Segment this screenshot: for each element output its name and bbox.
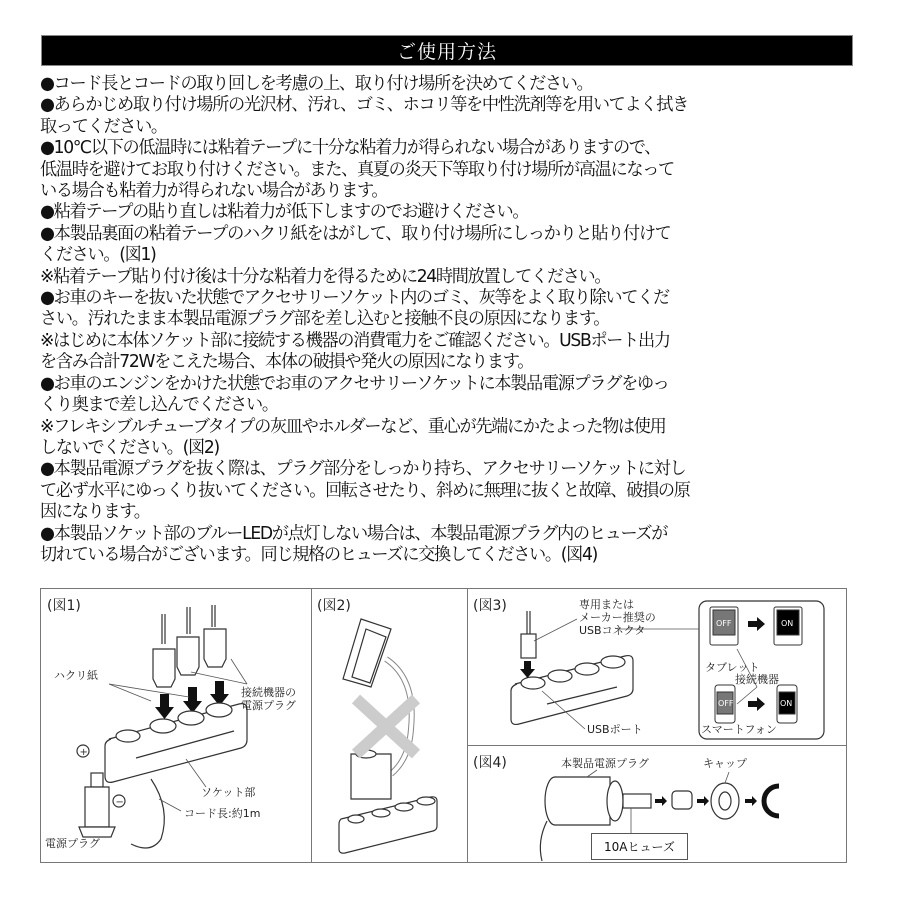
cap-callout: キャップ bbox=[703, 757, 747, 770]
instruction-line: 切れている場合がございます。同じ規格のヒューズに交換してください。(図4) bbox=[40, 544, 597, 565]
instruction-line: ●コード長とコードの取り回しを考慮の上、取り付け場所を決めてください。 bbox=[40, 74, 593, 94]
figure-label: (図2) bbox=[317, 598, 351, 614]
instruction-line: 取ってください。 bbox=[40, 116, 167, 137]
figure-4 bbox=[467, 746, 845, 862]
power-plug-callout: 本製品電源プラグ bbox=[561, 757, 649, 770]
usb-connector-callout: 専用または bbox=[579, 598, 634, 611]
figure-label: (図3) bbox=[473, 598, 507, 614]
instruction-line: 因になります。 bbox=[40, 502, 150, 523]
usb-port-callout: USBポート bbox=[587, 723, 643, 736]
usb-connector-callout: USBコネクタ bbox=[579, 624, 646, 637]
screen-off-label: OFF bbox=[716, 619, 732, 628]
device-plug-callout: 接続機器の bbox=[241, 686, 296, 699]
connected-device-callout: 接続機器 bbox=[735, 673, 779, 686]
section-title: ご使用方法 bbox=[396, 41, 497, 63]
section-header bbox=[41, 35, 853, 66]
figure-3 bbox=[467, 589, 845, 745]
tablet-callout: タブレット bbox=[705, 661, 760, 674]
figure-label: (図4) bbox=[473, 755, 507, 771]
instruction-line: ●お車のエンジンをかけた状態でお車のアクセサリーソケットに本製品電源プラグをゆっ bbox=[40, 373, 669, 394]
minus-icon: − bbox=[115, 797, 124, 808]
instruction-line: ●粘着テープの貼り直しは粘着力が低下しますのでお避けください。 bbox=[40, 202, 529, 223]
plus-icon: + bbox=[79, 747, 88, 758]
instruction-line: ●お車のキーを抜いた状態でアクセサリーソケット内のゴミ、灰等をよく取り除いてくだ bbox=[40, 288, 669, 309]
rotate-icon bbox=[764, 786, 779, 816]
instruction-line: を含み合計72Wをこえた場合、本体の破損や発火の原因になります。 bbox=[40, 352, 534, 373]
instruction-line: ●本製品裏面の粘着テープのハクリ紙をはがして、取り付け場所にしっかりと貼り付けて bbox=[40, 223, 671, 244]
instruction-line: 低温時を避けてお取り付けください。また、真夏の炎天下等取り付け場所が高温になって bbox=[40, 159, 674, 180]
instruction-line: ●10℃以下の低温時には粘着テープに十分な粘着力が得られない場合がありますので、 bbox=[40, 138, 661, 159]
screen-on-label: ON bbox=[780, 699, 793, 708]
figure-2 bbox=[311, 589, 467, 862]
figure-1 bbox=[41, 589, 311, 862]
right-arrow-icon bbox=[655, 796, 757, 806]
instruction-line: ※粘着テープ貼り付け後は十分な粘着力を得るために24時間放置してください。 bbox=[40, 266, 611, 287]
instruction-line: ください。(図1) bbox=[40, 245, 156, 266]
flexible-holder-warning-illustration bbox=[311, 589, 467, 862]
instructions-list bbox=[40, 74, 860, 566]
instruction-line: ●本製品電源プラグを抜く際は、プラグ部分をしっかり持ち、アクセサリーソケットに対し bbox=[40, 459, 686, 480]
instruction-line: ※フレキシブルチューブタイプの灰皿やホルダーなど、重心が先端にかたよった物は使用 bbox=[40, 416, 666, 437]
power-plug-callout: 電源プラグ bbox=[45, 837, 100, 850]
socket-installation-illustration bbox=[41, 589, 311, 862]
instruction-line: くり奥まで差し込んでください。 bbox=[40, 395, 278, 416]
instruction-line: いる場合も粘着力が得られない場合があります。 bbox=[40, 181, 388, 202]
instruction-line: て必ず水平にゆっくり抜いてください。回転させたり、斜めに無理に抜くと故障、破損の原 bbox=[40, 480, 690, 501]
screen-off-label: OFF bbox=[718, 699, 734, 708]
figure-label: (図1) bbox=[47, 598, 81, 614]
device-plug-callout: 電源プラグ bbox=[241, 699, 296, 712]
instruction-line: ●本製品ソケット部のブルーLEDが点灯しない場合は、本製品電源プラグ内のヒューズが bbox=[40, 523, 668, 544]
prohibited-x-icon bbox=[356, 699, 416, 754]
screen-on-label: ON bbox=[781, 619, 794, 628]
release-paper-callout: ハクリ紙 bbox=[54, 669, 98, 682]
cord-length-callout: コード長:約1m bbox=[184, 807, 261, 820]
instruction-line: さい。汚れたまま本製品電源プラグ部を差し込むと接触不良の原因になります。 bbox=[40, 309, 610, 330]
figures-frame bbox=[40, 588, 847, 863]
smartphone-callout: スマートフォン bbox=[701, 723, 777, 736]
usb-connector-callout: メーカー推奨の bbox=[579, 611, 656, 624]
usb-connection-illustration bbox=[467, 589, 845, 745]
instruction-line: しないでください。(図2) bbox=[40, 437, 219, 458]
fuse-callout: 10Aヒューズ bbox=[591, 833, 688, 860]
socket-callout: ソケット部 bbox=[201, 786, 256, 799]
instruction-line: ●あらかじめ取り付け場所の光沢材、汚れ、ゴミ、ホコリ等を中性洗剤等を用いてよく拭き bbox=[40, 95, 688, 116]
instruction-line: ※はじめに本体ソケット部に接続する機器の消費電力をご確認ください。USBポート出力 bbox=[40, 330, 670, 351]
